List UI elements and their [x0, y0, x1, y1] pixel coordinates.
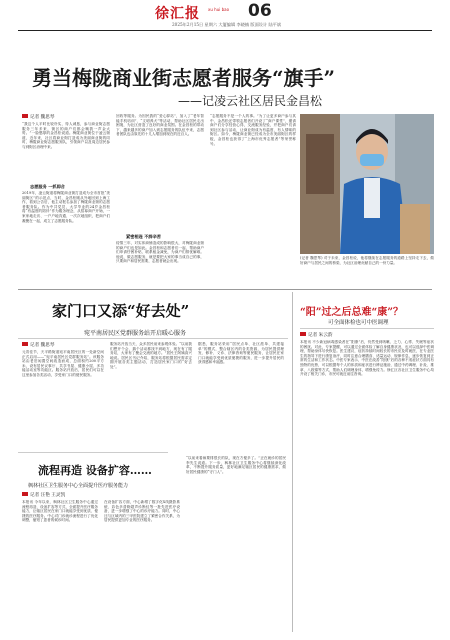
- story2-subtitle: 宛平南居民区党群服务站开启暖心服务: [84, 330, 187, 337]
- pen-icon: [22, 492, 28, 496]
- lead-col-3: 回收等服务。为因民我的“爱心驿站”，加入了“老年智能手机培训”、“文明养犬”等活动，帮助社区居民走出困境，为社区营造了良好的商业氛围。在金昌松的带动下，越来越多的商户加入到志愿服务的队伍中来，志愿者团队也由原先的十几人增加到现在的近百人。: [116, 114, 204, 137]
- masthead: [0, 0, 450, 32]
- volunteer-photo: [300, 114, 434, 254]
- lead-col-1: “我这个人平时比较朴实，待人诚恳，参与商业街志愿服务三年多来，街区的商户们都会喊我一声金大哥。”一脸憨厚的金昌松说道。梅陇商业街位于凌云街道，近年来，社区将商业街打造成为美丽商业街的同时，梅陇商业街志愿服务队，引领商户以及周边居民参与到街区治理中来。: [22, 122, 110, 149]
- sidebar-rule: [300, 328, 434, 329]
- masthead-pinyin: xu hui bao: [208, 7, 230, 12]
- story3-col-3: “以前来看病要排很长的队，现在方便多了。”正在就诊的居民李先生说道。下一步，枫林社区卫生服务中心将继续深化改革，不断提升服务质量，更好地满足辖区居民的健康需求，做好居民健康的“守门人”。: [186, 456, 286, 474]
- lead-col-2: 2019年，凌云街道将梅陇商业街打造成为全市首批“美丽街区”的示范点，当时，金昌松刚从外地回到上海工作，看到公告后，他主动报名参加了梅陇商业街的志愿者服务队。作为中共党员，大学毕业的24岁金昌松将“有温度的陪伴”作为服务理念，从招募商户开始，一家家地走访、一户户地沟通、一次次地组织，把商户们凝聚在一起，成立了志愿服务队。: [22, 191, 110, 223]
- story3-byline: 记者 汪艳 王灵凯: [22, 492, 65, 498]
- page-number: 06: [248, 1, 272, 21]
- lead-section-head-1: 志愿服务 一抓即合: [30, 184, 65, 189]
- story3-rule: [18, 452, 168, 453]
- dateline: 2025年2月15日 星期六 大厦编辑 李晓楠 版面设计 陆平斌: [172, 22, 282, 27]
- story2-title: 家门口又添“好去处”: [52, 302, 190, 320]
- masthead-name: 徐汇报: [155, 6, 200, 22]
- pen-icon: [22, 114, 28, 118]
- top-rule: [18, 30, 432, 31]
- lead-col-5: “志愿服务不是一个人的事。”为了让更多商户参与其中，金昌松还带领志愿者们开设了“商户课堂”，邀请商户们分享经营心得，交流服务经验，并把商户们请到社区参与活动，让商业街成为有温度、有人情味的街区。如今，梅陇商业街已经成为全市美丽街区的样板，金昌松也获得了“上海市优秀志愿者”等荣誉称号。: [210, 114, 296, 146]
- sidebar-subtitle: 可全面体检也可中医调理: [328, 320, 389, 326]
- pen-icon: [300, 332, 306, 336]
- lead-col-4: 疫情三年，对实体商铺造成的影响很大，对梅陇商业街的商户们也是如此。金昌松和志愿者们一起，帮助商户们申请纾困补贴、联系租金减免，为商户们排忧解难。他说，做志愿服务，就是要把大家的事当成自己的事，只要商户和居民需要，志愿者就会出现。: [116, 241, 204, 264]
- story2-rule: [18, 338, 288, 339]
- volunteer-photo-illustration: [300, 114, 434, 254]
- lead-col-6: (记者 魏思琴) 对于未来，金昌松说，他将继续在志愿服务的道路上坚持走下去，做好商户与居民之间的桥梁，为社区治理贡献自己的一份力量。: [300, 256, 434, 265]
- sidebar-body: 本报讯 不少新冠病毒感染者在“阳康”后，仍然受到咳嗽、乏力、心悸、失眠等症状的困扰。对此，专家提醒，可以通过全面体检了解自身健康状况，也可以选择中医调理，帮助身体尽快恢复。医生建议，症状持续时间较长的市民应及时就医，在专业医生的指导下进行康复治疗，同时注意合理膳食、适量运动、规律作息，逐步恢复到正常的生活和工作状态。中医专家表示，中医在改善“阳康”后的各种不适症状方面具有独特的优势，可以根据每个人的体质和症状进行辨证施治，通过中药调理、针灸、推拿、八段锦等方式，帮助人们调理身体，增强免疫力。徐汇区各社区卫生服务中心均开设了相关门诊，市民可就近前往咨询。: [300, 340, 434, 377]
- lead-subtitle: ——记凌云社区居民金昌松: [178, 94, 323, 108]
- pen-icon: [22, 342, 28, 346]
- lead-byline: 记者 魏思琴: [22, 114, 54, 120]
- story2-col-3: 据悉，服务站采用“居民点单、社区派单、共建接单”的模式，整合辖区内的各类资源，为居民提供理发、修补、义诊、法律咨询等便民服务，让居民在家门口就能享受到优质便捷的服务，进一步提升居民的获得感和幸福感。: [198, 342, 284, 365]
- lead-section-head-2: 紧密相连 不辞辛苦: [126, 234, 161, 239]
- story3-subtitle: 枫林社区卫生服务中心全面提升医疗服务能力: [28, 483, 129, 489]
- story2-col-1: 元宵佳节，天平路街道宛平南居民区的一处新空间正式启用——“宛平南居民区党群服务站”。该服务站由老旧闲置空间改造而成，总面积约200平方米，设有居民议事厅、共享书屋、健康小屋、多功能活动室等功能区。服务站开放后，居民们可以在这里参加各类活动，享受家门口的便民服务。: [22, 350, 104, 377]
- story3-col-2: 在设备扩容方面，中心新增了数字化X线摄影系统、彩色多普勒超声诊断仪等一批先进医疗设备，进一步增强了中心的诊疗能力。同时，中心还与区域内的三甲医院建立了紧密合作关系，为居民提供更加专业的医疗服务。: [104, 500, 180, 523]
- story3-title: 流程再造 设备扩容……: [38, 464, 152, 477]
- sidebar-byline: 记者 朱云韵: [300, 332, 332, 338]
- masthead-logo: [155, 3, 205, 22]
- story2-col-2: 服务站开放当天，众多居民前来参观体验。“以前我们想开个会、搞个活动都找不到地方，现在有了服务站，大家有了聚会交流的地方。”居民王阿姨高兴地说。居民区书记介绍，服务站将根据居民需求定期开展各类主题活动，打造居民家门口的“好去处”。: [110, 342, 192, 369]
- sidebar-title-text: “阳”过之后总难“康”？: [300, 307, 404, 318]
- sidebar-title: [300, 300, 434, 319]
- lead-title: 勇当梅陇商业街志愿者服务“旗手”: [32, 66, 336, 90]
- mid-rule: [18, 289, 432, 290]
- story2-byline: 记者 魏思琴: [22, 342, 54, 348]
- story3-col-1: 本报讯 今年以来，枫林社区卫生服务中心通过流程再造、设备扩容等方式，全面提升医疗服务能力，让辖区居民在家门口就能享受到优质、便捷的医疗服务。中心对门诊就诊流程进行了优化调整，缩短了患者的候诊时间。: [22, 500, 98, 523]
- column-divider: [292, 292, 293, 632]
